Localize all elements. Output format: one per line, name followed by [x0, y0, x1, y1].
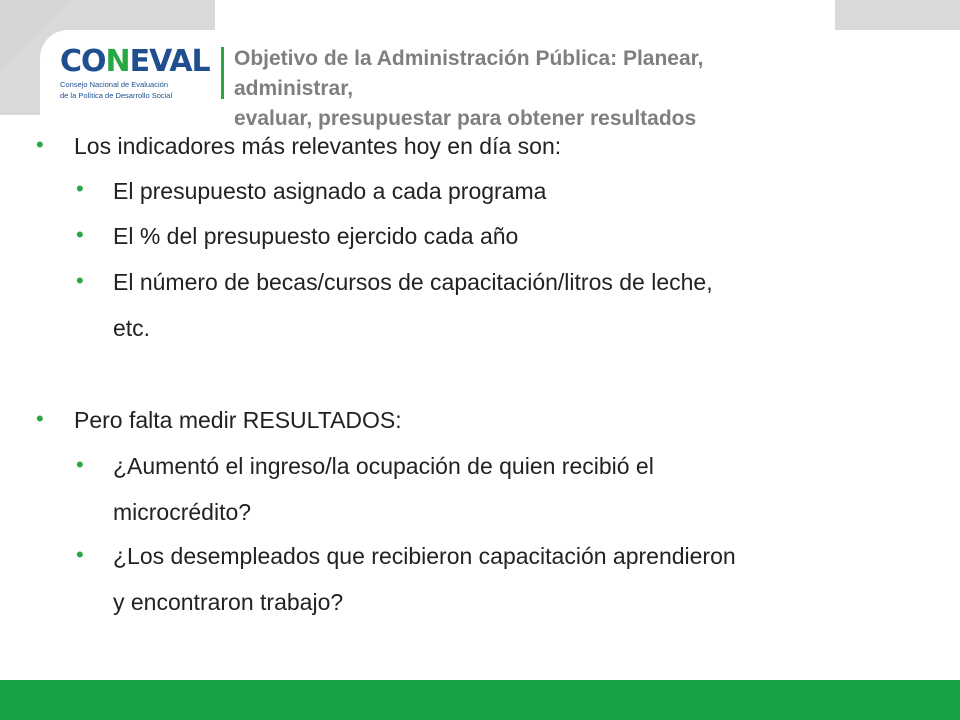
bullet-icon: • — [76, 268, 84, 293]
section1-item: El % del presupuesto ejercido cada año — [113, 223, 519, 249]
section2-item-continuation: microcrédito? — [113, 499, 252, 525]
logo-subtitle-line1: Consejo Nacional de Evaluación — [60, 80, 168, 89]
bullet-icon: • — [76, 176, 84, 201]
logo-subtitle-line2: de la Política de Desarrollo Social — [60, 91, 173, 100]
bullet-icon: • — [76, 542, 84, 567]
logo-word-part3: EVAL — [129, 44, 210, 79]
logo-word-part2: N — [105, 44, 130, 79]
section2-item: ¿Aumentó el ingreso/la ocupación de quien recibió el — [113, 453, 654, 479]
section2-item: ¿Los desempleados que recibieron capacitación aprendieron — [113, 543, 736, 569]
logo-word-part1: CO — [60, 44, 106, 79]
slide-title-line1: Objetivo de la Administración Pública: Planear, — [234, 47, 704, 70]
section1-heading: Los indicadores más relevantes hoy en día son: — [74, 133, 562, 159]
bullet-icon: • — [76, 222, 84, 247]
section2-item-continuation: y encontraron trabajo? — [113, 589, 344, 615]
slide-title-line2: administrar, — [234, 77, 354, 100]
header-divider — [221, 47, 224, 99]
section1-item: El presupuesto asignado a cada programa — [113, 178, 547, 204]
bullet-icon: • — [36, 132, 44, 157]
section1-item: El número de becas/cursos de capacitación/litros de leche, — [113, 269, 713, 295]
slide-title — [234, 44, 844, 134]
section1-item-continuation: etc. — [113, 315, 151, 341]
footer-bar — [0, 680, 960, 720]
section2-heading: Pero falta medir RESULTADOS: — [74, 407, 402, 433]
logo-wordmark — [60, 46, 210, 78]
corner-decoration-right — [932, 0, 960, 28]
coneval-logo — [60, 46, 210, 106]
slide-title-line3: evaluar, presupuestar para obtener resultados — [234, 107, 697, 130]
bullet-icon: • — [76, 452, 84, 477]
bullet-icon: • — [36, 406, 44, 431]
